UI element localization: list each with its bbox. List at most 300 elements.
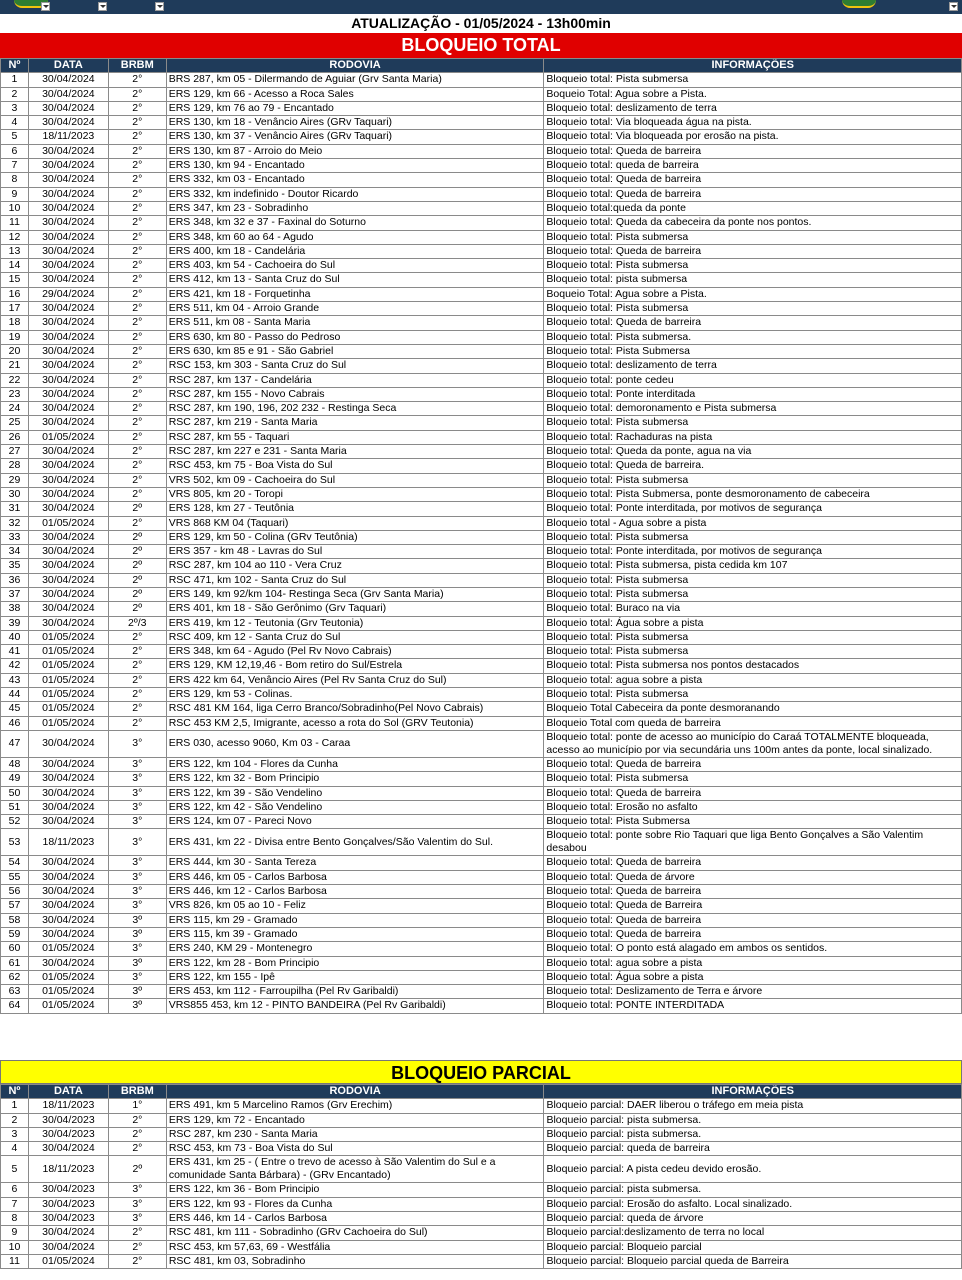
row-number: 58 (1, 913, 29, 927)
row-number: 7 (1, 159, 29, 173)
row-info: Bloqueio total: Água sobre a pista (544, 970, 962, 984)
row-info: Bloqueio total: Pista submersa. (544, 330, 962, 344)
row-date: 18/11/2023 (28, 1099, 108, 1113)
row-info: Bloqueio total: Pista submersa (544, 573, 962, 587)
row-road: RSC 453, km 57,63, 69 - Westfália (166, 1240, 544, 1254)
row-brbm: 2° (108, 330, 166, 344)
row-brbm: 2° (108, 130, 166, 144)
row-number: 22 (1, 373, 29, 387)
table-row (1, 1113, 962, 1127)
row-brbm: 3° (108, 870, 166, 884)
row-number: 5 (1, 1156, 29, 1183)
table-row (1, 1156, 962, 1183)
row-info: Bloqueio total: Queda de barreira (544, 144, 962, 158)
row-number: 64 (1, 999, 29, 1013)
row-info: Bloqueio total: Ponte interditada, por motivos de segurança (544, 502, 962, 516)
table-row (1, 602, 962, 616)
row-brbm: 2° (108, 673, 166, 687)
row-number: 51 (1, 800, 29, 814)
row-road: ERS 491, km 5 Marcelino Ramos (Grv Erechim) (166, 1099, 544, 1113)
row-road: ERS 431, km 25 - ( Entre o trevo de acesso à São Valentim do Sul e a comunidade Santa Bárbara) - (GRv Encantado) (166, 1156, 544, 1183)
row-brbm: 2° (108, 688, 166, 702)
table-row (1, 673, 962, 687)
row-date: 30/04/2024 (28, 1240, 108, 1254)
row-number: 6 (1, 1183, 29, 1197)
table-row (1, 1254, 962, 1268)
row-brbm: 1° (108, 1099, 166, 1113)
row-number: 41 (1, 645, 29, 659)
table-header-row (1, 59, 962, 73)
row-brbm: 3° (108, 1197, 166, 1211)
row-date: 30/04/2024 (28, 201, 108, 215)
table-row (1, 616, 962, 630)
row-date: 30/04/2024 (28, 387, 108, 401)
row-brbm: 2° (108, 416, 166, 430)
row-road: RSC 409, km 12 - Santa Cruz do Sul (166, 630, 544, 644)
row-info: Bloqueio total: agua sobre a pista (544, 673, 962, 687)
filter-dropdown-icon[interactable] (949, 2, 958, 11)
row-number: 21 (1, 359, 29, 373)
row-date: 30/04/2023 (28, 1197, 108, 1211)
row-brbm: 2° (108, 101, 166, 115)
table-row (1, 1099, 962, 1113)
row-brbm: 2° (108, 1226, 166, 1240)
row-number: 60 (1, 942, 29, 956)
row-road: VRS 826, km 05 ao 10 - Feliz (166, 899, 544, 913)
row-brbm: 3° (108, 730, 166, 757)
row-info: Bloqueio parcial: pista submersa. (544, 1113, 962, 1127)
row-number: 9 (1, 1226, 29, 1240)
col-header-info: INFORMAÇÕES (544, 59, 962, 73)
row-road: RSC 453, km 75 - Boa Vista do Sul (166, 459, 544, 473)
row-road: ERS 431, km 22 - Divisa entre Bento Gonçalves/São Valentim do Sul. (166, 829, 544, 856)
row-number: 23 (1, 387, 29, 401)
table-row (1, 1212, 962, 1226)
table-row (1, 786, 962, 800)
table-row (1, 730, 962, 757)
row-info: Bloqueio total: Ponte interditada (544, 387, 962, 401)
row-brbm: 2° (108, 473, 166, 487)
row-brbm: 3° (108, 1183, 166, 1197)
table-row (1, 187, 962, 201)
row-brbm: 2° (108, 359, 166, 373)
row-brbm: 3° (108, 786, 166, 800)
row-info: Bloqueio total: Queda de Barreira (544, 899, 962, 913)
row-road: BRS 287, km 05 - Dilermando de Aguiar (Grv Santa Maria) (166, 73, 544, 87)
table-row (1, 757, 962, 771)
row-date: 30/04/2024 (28, 800, 108, 814)
row-road: ERS 240, KM 29 - Montenegro (166, 942, 544, 956)
row-info: Bloqueio total: Pista submersa (544, 587, 962, 601)
row-info: Bloqueio total: Ponte interditada, por motivos de segurança (544, 545, 962, 559)
row-date: 30/04/2024 (28, 913, 108, 927)
row-brbm: 3º (108, 913, 166, 927)
row-road: ERS 511, km 08 - Santa Maria (166, 316, 544, 330)
row-brbm: 2° (108, 287, 166, 301)
row-info: Bloqueio total: Pista submersa (544, 230, 962, 244)
row-date: 01/05/2024 (28, 702, 108, 716)
row-date: 01/05/2024 (28, 942, 108, 956)
row-number: 2 (1, 1113, 29, 1127)
table-row (1, 387, 962, 401)
row-brbm: 2° (108, 645, 166, 659)
table-row (1, 330, 962, 344)
row-road: ERS 122, km 93 - Flores da Cunha (166, 1197, 544, 1211)
row-road: ERS 401, km 18 - São Gerônimo (Grv Taquari) (166, 602, 544, 616)
update-timestamp: ATUALIZAÇÃO - 01/05/2024 - 13h00min (0, 14, 962, 33)
row-info: Bloqueio total: pista submersa (544, 273, 962, 287)
row-info: Bloqueio total: Via bloqueada por erosão na pista. (544, 130, 962, 144)
row-date: 30/04/2024 (28, 101, 108, 115)
row-number: 8 (1, 1212, 29, 1226)
row-road: ERS 129, km 76 ao 79 - Encantado (166, 101, 544, 115)
row-date: 30/04/2024 (28, 502, 108, 516)
row-number: 29 (1, 473, 29, 487)
row-date: 30/04/2024 (28, 487, 108, 501)
row-number: 3 (1, 101, 29, 115)
row-brbm: 2° (108, 459, 166, 473)
row-road: RSC 287, km 227 e 231 - Santa Maria (166, 445, 544, 459)
row-info: Bloqueio total: Queda de barreira (544, 173, 962, 187)
row-brbm: 2° (108, 1142, 166, 1156)
row-date: 30/04/2024 (28, 772, 108, 786)
row-info: Bloqueio total: Pista submersa (544, 416, 962, 430)
row-info: Bloqueio Total com queda de barreira (544, 716, 962, 730)
row-brbm: 2° (108, 230, 166, 244)
filter-dropdown-icon[interactable] (155, 2, 164, 11)
row-road: ERS 128, km 27 - Teutônia (166, 502, 544, 516)
table-row (1, 302, 962, 316)
row-road: VRS 805, km 20 - Toropi (166, 487, 544, 501)
row-date: 30/04/2024 (28, 573, 108, 587)
row-number: 17 (1, 302, 29, 316)
table-row (1, 927, 962, 941)
row-road: ERS 122, km 36 - Bom Principio (166, 1183, 544, 1197)
row-brbm: 2° (108, 302, 166, 316)
row-road: ERS 348, km 32 e 37 - Faxinal do Soturno (166, 216, 544, 230)
row-number: 37 (1, 587, 29, 601)
col-header-brbm: BRBM (108, 1085, 166, 1099)
row-road: ERS 412, km 13 - Santa Cruz do Sul (166, 273, 544, 287)
row-info: Bloqueio total: ponte de acesso ao município do Caraá TOTALMENTE bloqueada, acesso ao município por via secundária uns 100m antes da ponte, local sinalizado. (544, 730, 962, 757)
row-brbm: 2° (108, 316, 166, 330)
table-row (1, 416, 962, 430)
row-date: 30/04/2024 (28, 459, 108, 473)
partial-block-table (0, 1084, 962, 1269)
spreadsheet-filter-bar (0, 0, 962, 14)
row-road: ERS 453, km 112 - Farroupilha (Pel Rv Garibaldi) (166, 985, 544, 999)
table-row (1, 587, 962, 601)
row-date: 30/04/2024 (28, 316, 108, 330)
row-road: RSC 481, km 03, Sobradinho (166, 1254, 544, 1268)
table-row (1, 144, 962, 158)
row-info: Bloqueio parcial: queda de barreira (544, 1142, 962, 1156)
col-header-brbm: BRBM (108, 59, 166, 73)
row-brbm: 2° (108, 487, 166, 501)
row-brbm: 3º (108, 956, 166, 970)
row-road: ERS 419, km 12 - Teutonia (Grv Teutonia) (166, 616, 544, 630)
table-row (1, 885, 962, 899)
row-info: Bloqueio total: queda de barreira (544, 159, 962, 173)
table-row (1, 87, 962, 101)
row-brbm: 3° (108, 815, 166, 829)
row-date: 01/05/2024 (28, 716, 108, 730)
table-row (1, 545, 962, 559)
row-number: 11 (1, 216, 29, 230)
row-date: 30/04/2023 (28, 1212, 108, 1226)
row-road: ERS 122, km 32 - Bom Principio (166, 772, 544, 786)
row-date: 30/04/2024 (28, 856, 108, 870)
row-road: RSC 287, km 155 - Novo Cabrais (166, 387, 544, 401)
row-road: RSC 471, km 102 - Santa Cruz do Sul (166, 573, 544, 587)
table-row (1, 870, 962, 884)
row-road: RSC 287, km 219 - Santa Maria (166, 416, 544, 430)
row-info: Bloqueio total: Via bloqueada água na pista. (544, 116, 962, 130)
row-number: 4 (1, 1142, 29, 1156)
table-row (1, 1240, 962, 1254)
row-brbm: 2° (108, 373, 166, 387)
row-date: 30/04/2024 (28, 956, 108, 970)
table-row (1, 201, 962, 215)
row-brbm: 2° (108, 1254, 166, 1268)
row-date: 01/05/2024 (28, 659, 108, 673)
row-number: 35 (1, 559, 29, 573)
row-brbm: 3° (108, 970, 166, 984)
row-info: Bloqueio total: Pista submersa (544, 73, 962, 87)
row-number: 62 (1, 970, 29, 984)
row-road: ERS 332, km 03 - Encantado (166, 173, 544, 187)
col-header-date: DATA (28, 1085, 108, 1099)
table-row (1, 101, 962, 115)
row-number: 10 (1, 201, 29, 215)
row-info: Bloqueio parcial: A pista cedeu devido erosão. (544, 1156, 962, 1183)
table-row (1, 116, 962, 130)
table-row (1, 459, 962, 473)
table-row (1, 559, 962, 573)
row-date: 18/11/2023 (28, 1156, 108, 1183)
row-brbm: 2° (108, 387, 166, 401)
row-info: Bloqueio total: deslizamento de terra (544, 359, 962, 373)
table-row (1, 230, 962, 244)
row-road: ERS 129, km 53 - Colinas. (166, 688, 544, 702)
row-date: 30/04/2024 (28, 899, 108, 913)
row-info: Bloqueio total: PONTE INTERDITADA (544, 999, 962, 1013)
row-date: 30/04/2024 (28, 216, 108, 230)
table-row (1, 287, 962, 301)
row-number: 20 (1, 344, 29, 358)
row-brbm: 3º (108, 927, 166, 941)
row-number: 63 (1, 985, 29, 999)
row-road: ERS 130, km 18 - Venâncio Aires (GRv Taquari) (166, 116, 544, 130)
table-row (1, 316, 962, 330)
row-road: ERS 122, km 155 - Ipê (166, 970, 544, 984)
row-number: 7 (1, 1197, 29, 1211)
row-brbm: 2° (108, 87, 166, 101)
row-date: 30/04/2024 (28, 757, 108, 771)
filter-dropdown-icon[interactable] (98, 2, 107, 11)
row-info: Bloqueio total: Água sobre a pista (544, 616, 962, 630)
col-header-info: INFORMAÇÕES (544, 1085, 962, 1099)
row-brbm: 3° (108, 1212, 166, 1226)
row-date: 30/04/2024 (28, 116, 108, 130)
row-road: RSC 481, km 111 - Sobradinho (GRv Cachoeira do Sul) (166, 1226, 544, 1240)
row-date: 01/05/2024 (28, 985, 108, 999)
row-info: Bloqueio total: Queda de barreira (544, 786, 962, 800)
row-number: 40 (1, 630, 29, 644)
row-brbm: 2° (108, 273, 166, 287)
row-number: 57 (1, 899, 29, 913)
table-row (1, 645, 962, 659)
row-road: ERS 124, km 07 - Pareci Novo (166, 815, 544, 829)
table-row (1, 344, 962, 358)
row-road: RSC 453, km 73 - Boa Vista do Sul (166, 1142, 544, 1156)
row-date: 29/04/2024 (28, 287, 108, 301)
row-date: 01/05/2024 (28, 688, 108, 702)
table-row (1, 430, 962, 444)
row-road: ERS 421, km 18 - Forquetinha (166, 287, 544, 301)
row-road: ERS 630, km 85 e 91 - São Gabriel (166, 344, 544, 358)
table-row (1, 800, 962, 814)
row-road: RSC 287, km 104 ao 110 - Vera Cruz (166, 559, 544, 573)
row-brbm: 3° (108, 772, 166, 786)
row-road: ERS 630, km 80 - Passo do Pedroso (166, 330, 544, 344)
row-date: 30/04/2024 (28, 173, 108, 187)
row-brbm: 2° (108, 344, 166, 358)
table-row (1, 159, 962, 173)
row-date: 30/04/2024 (28, 870, 108, 884)
table-row (1, 273, 962, 287)
row-brbm: 3º (108, 999, 166, 1013)
table-row (1, 1127, 962, 1141)
row-info: Bloqueio total: Queda de barreira (544, 885, 962, 899)
col-header-number: Nº (1, 1085, 29, 1099)
row-info: Bloqueio total: Rachaduras na pista (544, 430, 962, 444)
table-row (1, 359, 962, 373)
row-road: ERS 348, km 64 - Agudo (Pel Rv Novo Cabrais) (166, 645, 544, 659)
col-header-road: RODOVIA (166, 59, 544, 73)
table-header-row (1, 1085, 962, 1099)
row-brbm: 2° (108, 402, 166, 416)
table-row (1, 516, 962, 530)
partial-block-title: BLOQUEIO PARCIAL (0, 1060, 962, 1084)
table-row (1, 829, 962, 856)
row-road: ERS 446, km 14 - Carlos Barbosa (166, 1212, 544, 1226)
table-row (1, 173, 962, 187)
row-road: ERS 400, km 18 - Candelária (166, 244, 544, 258)
row-info: Bloqueio total: Pista submersa (544, 473, 962, 487)
row-brbm: 2° (108, 187, 166, 201)
row-info: Bloqueio total: deslizamento de terra (544, 101, 962, 115)
row-number: 12 (1, 230, 29, 244)
row-date: 30/04/2024 (28, 373, 108, 387)
row-date: 30/04/2024 (28, 885, 108, 899)
row-number: 45 (1, 702, 29, 716)
row-info: Bloqueio parcial: pista submersa. (544, 1183, 962, 1197)
row-brbm: 2° (108, 173, 166, 187)
row-road: ERS 129, km 66 - Acesso a Roca Sales (166, 87, 544, 101)
row-brbm: 2° (108, 244, 166, 258)
table-row (1, 899, 962, 913)
table-row (1, 259, 962, 273)
row-date: 30/04/2024 (28, 159, 108, 173)
filter-dropdown-icon[interactable] (41, 2, 50, 11)
row-road: ERS 115, km 39 - Gramado (166, 927, 544, 941)
row-number: 27 (1, 445, 29, 459)
row-number: 16 (1, 287, 29, 301)
row-date: 30/04/2024 (28, 786, 108, 800)
table-row (1, 970, 962, 984)
row-date: 30/04/2024 (28, 473, 108, 487)
row-info: Bloqueio total: Queda de barreira (544, 757, 962, 771)
table-row (1, 999, 962, 1013)
row-number: 38 (1, 602, 29, 616)
row-info: Bloqueio total: ponte sobre Rio Taquari que liga Bento Gonçalves a São Valentim desabou (544, 829, 962, 856)
row-date: 30/04/2024 (28, 1226, 108, 1240)
row-info: Bloqueio parcial: Bloqueio parcial (544, 1240, 962, 1254)
row-info: Bloqueio total: Pista submersa nos pontos destacados (544, 659, 962, 673)
table-row (1, 402, 962, 416)
table-row (1, 244, 962, 258)
row-brbm: 2° (108, 159, 166, 173)
row-info: Bloqueio parcial: queda de árvore (544, 1212, 962, 1226)
row-brbm: 2º (108, 545, 166, 559)
row-date: 30/04/2023 (28, 1113, 108, 1127)
row-info: Bloqueio total: Buraco na via (544, 602, 962, 616)
row-date: 30/04/2024 (28, 402, 108, 416)
row-info: Bloqueio total: Deslizamento de Terra e árvore (544, 985, 962, 999)
row-brbm: 2º (108, 559, 166, 573)
row-info: Bloqueio total: Pista submersa (544, 530, 962, 544)
row-info: Bloqueio total: Queda da ponte, agua na via (544, 445, 962, 459)
row-info: Bloqueio Total Cabeceira da ponte desmoranando (544, 702, 962, 716)
row-number: 11 (1, 1254, 29, 1268)
row-number: 3 (1, 1127, 29, 1141)
row-road: ERS 347, km 23 - Sobradinho (166, 201, 544, 215)
table-row (1, 630, 962, 644)
row-number: 52 (1, 815, 29, 829)
table-row (1, 530, 962, 544)
row-date: 30/04/2024 (28, 187, 108, 201)
row-brbm: 2º (108, 573, 166, 587)
row-brbm: 2° (108, 630, 166, 644)
table-row (1, 130, 962, 144)
row-date: 01/05/2024 (28, 645, 108, 659)
table-row (1, 73, 962, 87)
row-number: 49 (1, 772, 29, 786)
table-row (1, 702, 962, 716)
row-info: Bloqueio total: Erosão no asfalto (544, 800, 962, 814)
row-road: RSC 287, km 230 - Santa Maria (166, 1127, 544, 1141)
row-road: ERS 348, km 60 ao 64 - Agudo (166, 230, 544, 244)
row-road: ERS 130, km 94 - Encantado (166, 159, 544, 173)
row-info: Bloqueio total: ponte cedeu (544, 373, 962, 387)
row-date: 01/05/2024 (28, 630, 108, 644)
row-info: Bloqueio total: Pista Submersa (544, 344, 962, 358)
row-info: Bloqueio total: Queda de barreira (544, 913, 962, 927)
row-road: ERS 130, km 37 - Venâncio Aires (GRv Taquari) (166, 130, 544, 144)
row-number: 18 (1, 316, 29, 330)
row-info: Bloqueio total: Pista submersa (544, 772, 962, 786)
row-number: 47 (1, 730, 29, 757)
row-date: 01/05/2024 (28, 673, 108, 687)
row-road: RSC 453 KM 2,5, Imigrante, acesso a rota do Sol (GRV Teutonia) (166, 716, 544, 730)
row-brbm: 2° (108, 1113, 166, 1127)
table-row (1, 487, 962, 501)
row-info: Bloqueio total: Pista submersa (544, 630, 962, 644)
row-brbm: 3° (108, 856, 166, 870)
col-header-date: DATA (28, 59, 108, 73)
table-row (1, 716, 962, 730)
